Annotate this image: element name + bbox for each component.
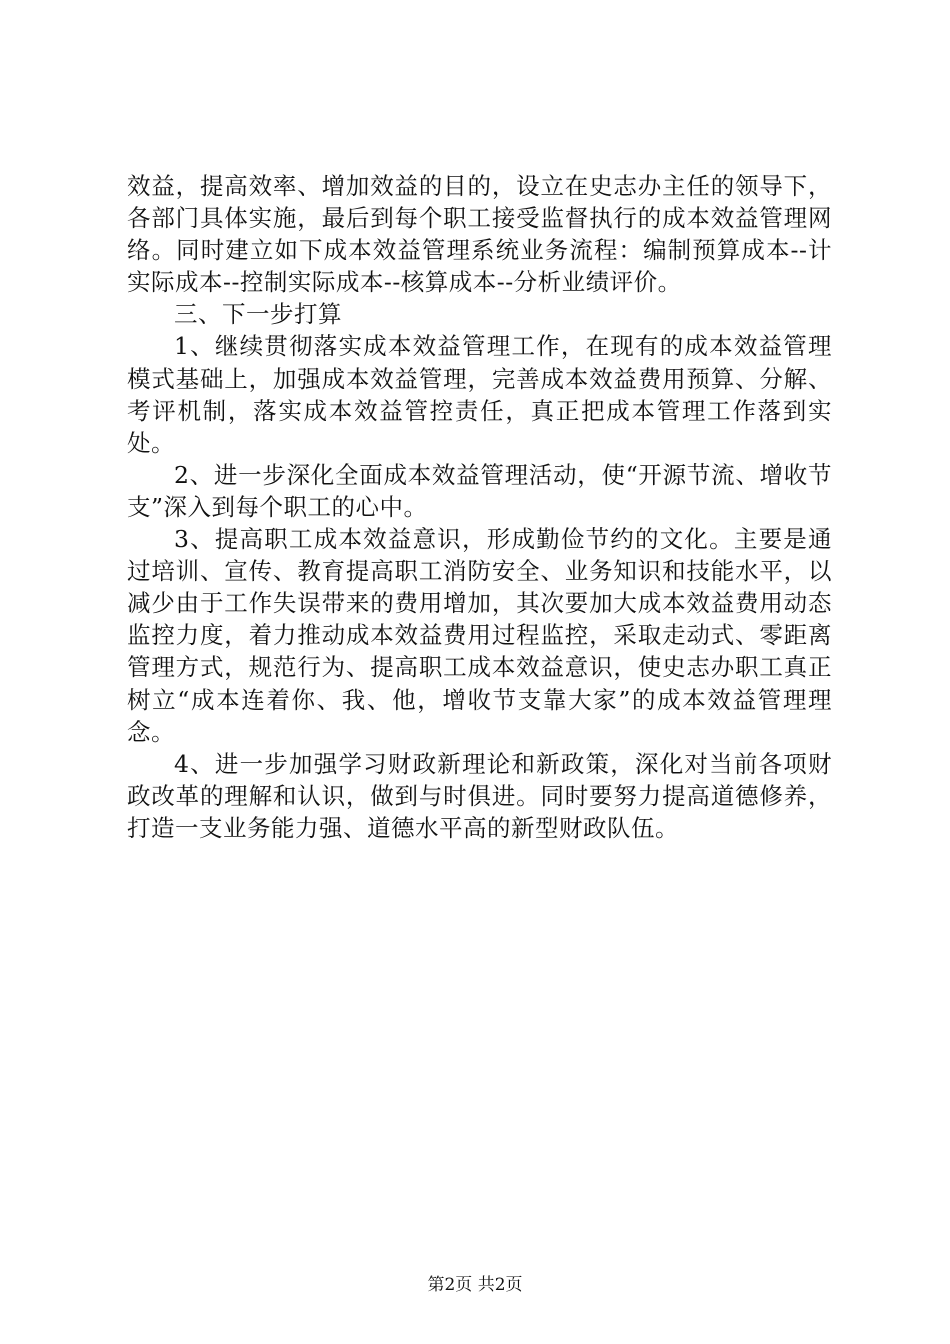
page-footer: 第2页 共2页	[427, 1275, 523, 1295]
paragraph-item-4: 4、进一步加强学习财政新理论和新政策，深化对当前各项财政改革的理解和认识，做到与时俱进。同时要努力提高道德修养，打造一支业务能力强、道德水平高的新型财政队伍。	[127, 749, 832, 842]
section-heading: 三、下一步打算	[174, 300, 342, 329]
paragraph-item-3: 3、提高职工成本效益意识，形成勤俭节约的文化。主要是通过培训、宣传、教育提高职工消防安全、业务知识和技能水平，以减少由于工作失误带来的费用增加，其次要加大成本效益费用动态监控力度，着力推动成本效益费用过程监控，采取走动式、零距离管理方式，规范行为、提高职工成本效益意识，使史志办职工真正树立“成本连着你、我、他，增收节支靠大家”的成本效益管理理念。	[127, 525, 832, 746]
paragraph-continuation: 效益，提高效率、增加效益的目的，设立在史志办主任的领导下，各部门具体实施，最后到每个职工接受监督执行的成本效益管理网络。同时建立如下成本效益管理系统业务流程：编制预算成本--计实际成本--控制实际成本--核算成本--分析业绩评价。	[127, 172, 832, 297]
document-body	[127, 170, 832, 844]
paragraph-item-1: 1、继续贯彻落实成本效益管理工作，在现有的成本效益管理模式基础上，加强成本效益管理，完善成本效益费用预算、分解、考评机制，落实成本效益管控责任，真正把成本管理工作落到实处。	[127, 332, 832, 457]
paragraph-item-2: 2、进一步深化全面成本效益管理活动，使“开源节流、增收节支”深入到每个职工的心中。	[127, 460, 832, 521]
